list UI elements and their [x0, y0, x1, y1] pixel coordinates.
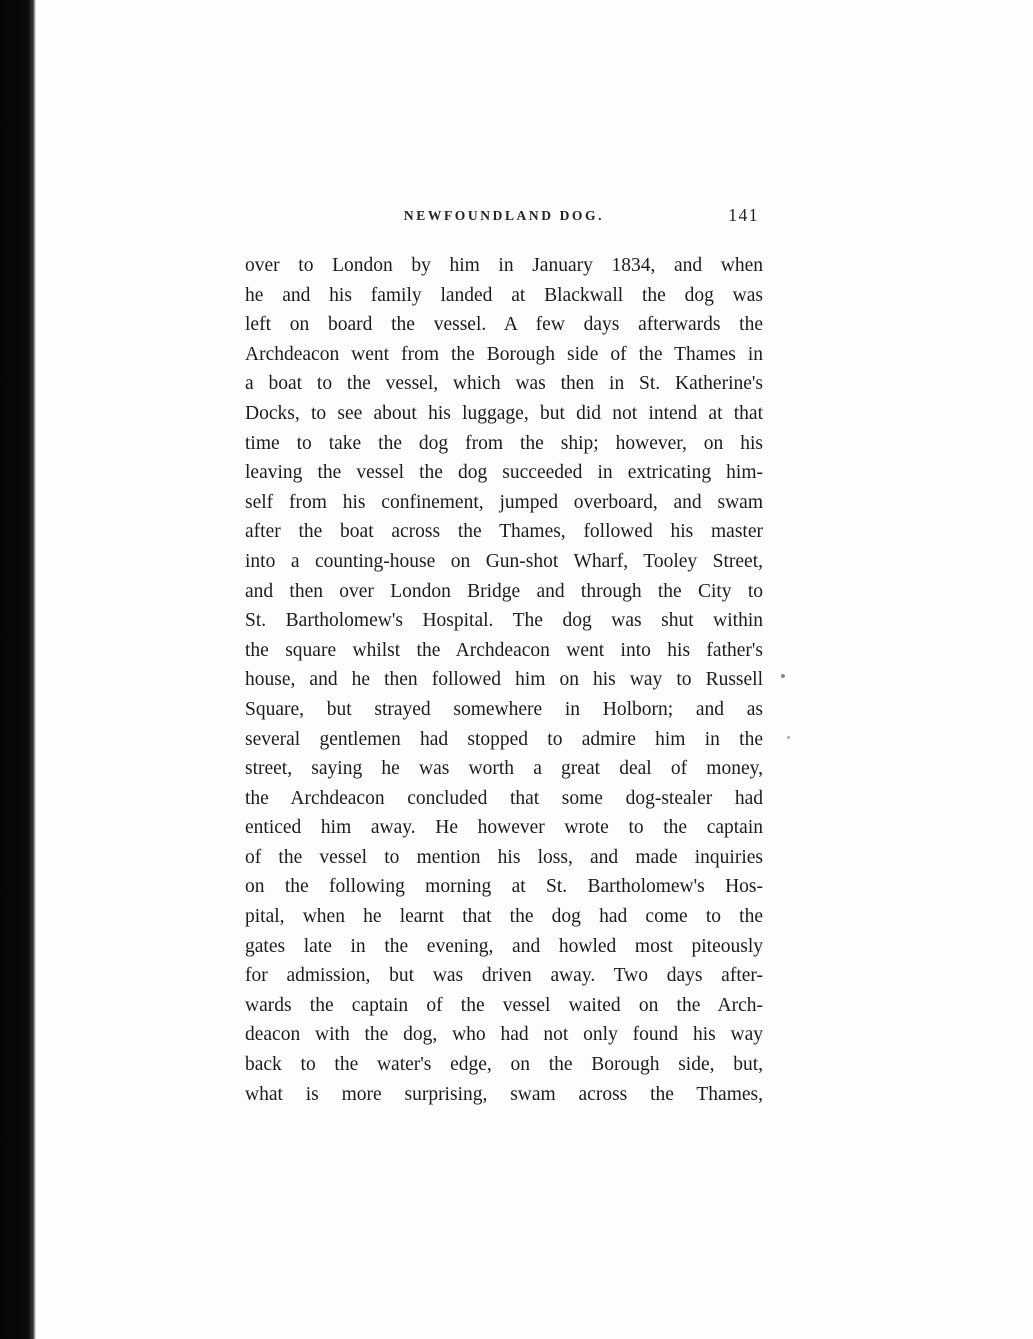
scan-speck — [781, 674, 785, 678]
scan-gutter-artifact — [0, 0, 36, 1339]
text-line: a boat to the vessel, which was then in St. Katherine's — [245, 373, 763, 395]
text-line: what is more surprising, swam across the Thames, — [245, 1083, 763, 1105]
text-line: deacon with the dog, who had not only found his way — [245, 1024, 763, 1046]
text-line: leaving the vessel the dog succeeded in extricating him- — [245, 462, 763, 484]
page-number: 141 — [728, 205, 759, 225]
text-line: he and his family landed at Blackwall the dog was — [245, 284, 763, 306]
text-line: St. Bartholomew's Hospital. The dog was shut within — [245, 610, 763, 632]
text-line: house, and he then followed him on his way to Russell — [245, 669, 763, 691]
text-line: on the following morning at St. Bartholomew's Hos- — [245, 876, 763, 898]
running-header: NEWFOUNDLAND DOG. — [403, 208, 605, 223]
text-line: after the boat across the Thames, followed his master — [245, 521, 763, 543]
text-line: the Archdeacon concluded that some dog-stealer had — [245, 787, 763, 809]
text-line: self from his confinement, jumped overboard, and swam — [245, 491, 763, 513]
text-line: Square, but strayed somewhere in Holborn; and as — [245, 698, 763, 720]
text-line: into a counting-house on Gun-shot Wharf, Tooley Street, — [245, 550, 763, 572]
scan-speck — [787, 736, 790, 739]
text-line: the square whilst the Archdeacon went into his father's — [245, 639, 763, 661]
text-line: gates late in the evening, and howled most piteously — [245, 935, 763, 957]
text-line: enticed him away. He however wrote to the captain — [245, 817, 763, 839]
text-line: and then over London Bridge and through the City to — [245, 580, 763, 602]
page-header — [245, 205, 763, 229]
text-line: of the vessel to mention his loss, and made inquiries — [245, 846, 763, 868]
text-line: time to take the dog from the ship; however, on his — [245, 432, 763, 454]
text-line: Archdeacon went from the Borough side of the Thames in — [245, 343, 763, 365]
text-line: pital, when he learnt that the dog had come to the — [245, 906, 763, 928]
text-line: wards the captain of the vessel waited on the Arch- — [245, 994, 763, 1016]
text-line: for admission, but was driven away. Two days after- — [245, 965, 763, 987]
text-line: Docks, to see about his luggage, but did not intend at that — [245, 402, 763, 424]
text-line: several gentlemen had stopped to admire him in the — [245, 728, 763, 750]
text-line: street, saying he was worth a great deal of money, — [245, 758, 763, 780]
text-line: back to the water's edge, on the Borough side, but, — [245, 1054, 763, 1076]
text-line: over to London by him in January 1834, and when — [245, 255, 763, 276]
body-text — [245, 251, 763, 1109]
text-line: left on board the vessel. A few days afterwards the — [245, 314, 763, 336]
